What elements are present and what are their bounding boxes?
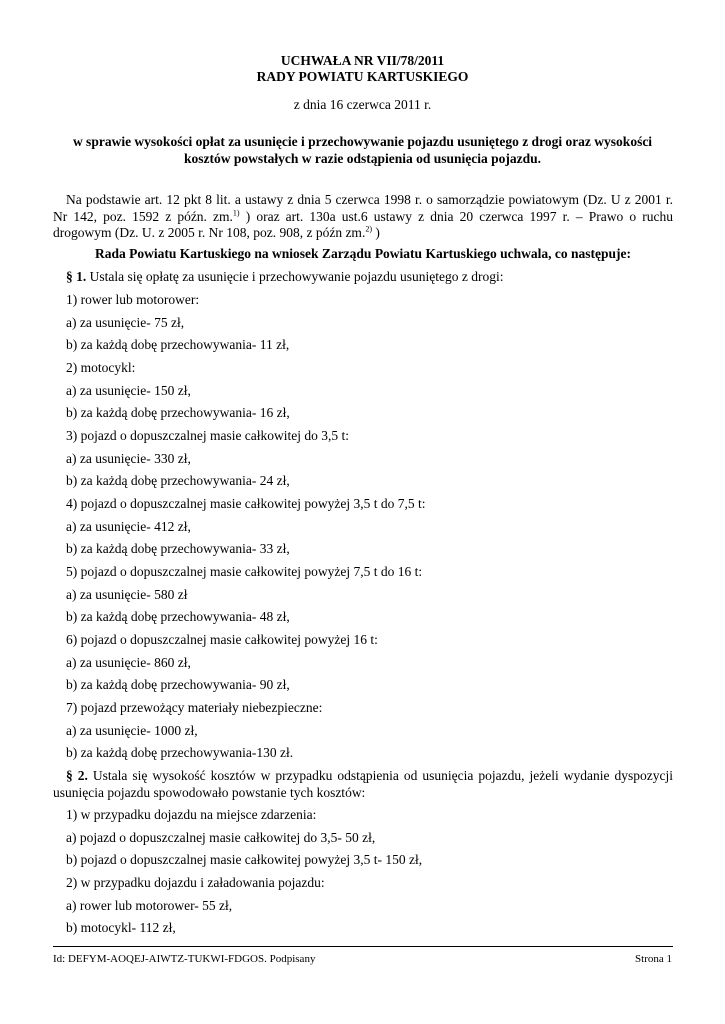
title-line-2: RADY POWIATU KARTUSKIEGO: [256, 69, 469, 84]
page-number: Strona 1: [635, 953, 672, 965]
resolution-intro: Rada Powiatu Kartuskiego na wniosek Zarządu Powiatu Kartuskiego uchwala, co następuje:: [95, 246, 631, 261]
preamble: [53, 192, 673, 242]
footnote-ref-2: 2): [365, 224, 372, 234]
list-item: b) za każdą dobę przechowywania- 48 zł,: [66, 609, 290, 624]
subject-line-1: w sprawie wysokości opłat za usunięcie i przechowywanie pojazdu usuniętego z drogi oraz wysokości: [72, 134, 653, 149]
list-item: b) za każdą dobę przechowywania-130 zł.: [66, 745, 294, 760]
footnote-ref-1: 1): [232, 208, 240, 217]
list-item: b) za każdą dobę przechowywania- 90 zł,: [66, 677, 290, 692]
list-item: b) za każdą dobę przechowywania- 16 zł,: [66, 405, 290, 420]
section-1-mark: § 1.: [66, 269, 87, 284]
list-item: a) za usunięcie- 860 zł,: [66, 655, 191, 670]
list-item: 7) pojazd przewożący materiały niebezpieczne:: [66, 700, 323, 715]
preamble-part-3: ): [372, 225, 380, 240]
list-item: b) pojazd o dopuszczalnej masie całkowitej powyżej 3,5 t- 150 zł,: [66, 852, 423, 867]
footer-divider: [53, 946, 673, 947]
list-item: 1) w przypadku dojazdu na miejsce zdarzenia:: [66, 807, 317, 822]
list-item: 6) pojazd o dopuszczalnej masie całkowitej powyżej 16 t:: [66, 632, 378, 647]
subject-line-2: kosztów powstałych w razie odstąpienia od usunięcia pojazdu.: [183, 151, 542, 166]
list-item: b) za każdą dobę przechowywania- 33 zł,: [66, 541, 290, 556]
document-id: Id: DEFYM-AOQEJ-AIWTZ-TUKWI-FDGOS. Podpisany: [53, 953, 316, 965]
list-item: a) za usunięcie- 75 zł,: [66, 315, 185, 330]
preamble-part-1: Na podstawie art. 12 pkt 8 lit. a ustawy z dnia 5 czerwca 1998 r. o samorządzie powiatowym (Dz. U z 2001 r. Nr 142, poz. 1592 z późn. zm.: [53, 192, 673, 224]
list-item: a) za usunięcie- 412 zł,: [66, 519, 191, 534]
list-item: 5) pojazd o dopuszczalnej masie całkowitej powyżej 7,5 t do 16 t:: [66, 564, 423, 579]
resolution-date: z dnia 16 czerwca 2011 r.: [293, 97, 432, 112]
title-line-1: UCHWAŁA NR VII/78/2011: [280, 53, 445, 68]
section-1-heading: [66, 269, 503, 285]
list-item: a) za usunięcie- 580 zł: [66, 587, 188, 602]
list-item: a) pojazd o dopuszczalnej masie całkowitej do 3,5- 50 zł,: [66, 830, 376, 845]
resolution-subject: [60, 133, 665, 167]
section-2-mark: § 2.: [66, 768, 88, 783]
list-item: a) za usunięcie- 150 zł,: [66, 383, 191, 398]
section-1-text: Ustala się opłatę za usunięcie i przechowywanie pojazdu usuniętego z drogi:: [86, 269, 504, 284]
list-item: 2) w przypadku dojazdu i załadowania pojazdu:: [66, 875, 325, 890]
section-2-text: Ustala się wysokość kosztów w przypadku odstąpienia od usunięcia pojazdu, jeżeli wydanie dyspozycji usunięcia pojazdu spowodowało powstanie tych kosztów:: [53, 768, 674, 800]
list-item: b) motocykl- 112 zł,: [66, 920, 176, 935]
list-item: a) za usunięcie- 1000 zł,: [66, 723, 198, 738]
list-item: 1) rower lub motorower:: [66, 292, 200, 307]
list-item: 2) motocykl:: [66, 360, 136, 375]
list-item: b) za każdą dobę przechowywania- 11 zł,: [66, 337, 290, 352]
list-item: a) rower lub motorower- 55 zł,: [66, 898, 233, 913]
list-item: 4) pojazd o dopuszczalnej masie całkowitej powyżej 3,5 t do 7,5 t:: [66, 496, 426, 511]
list-item: b) za każdą dobę przechowywania- 24 zł,: [66, 473, 290, 488]
list-item: a) za usunięcie- 330 zł,: [66, 451, 191, 466]
preamble-part-2: ) oraz art. 130a ust.6 ustawy z dnia 20 czerwca 1997 r. – Prawo o ruchu drogowym (Dz. U. z 2005 r. Nr 108, poz. 908, z późn zm.: [53, 208, 673, 240]
list-item: 3) pojazd o dopuszczalnej masie całkowitej do 3,5 t:: [66, 428, 350, 443]
section-2-heading: [53, 768, 673, 801]
resolution-title: [0, 53, 725, 85]
